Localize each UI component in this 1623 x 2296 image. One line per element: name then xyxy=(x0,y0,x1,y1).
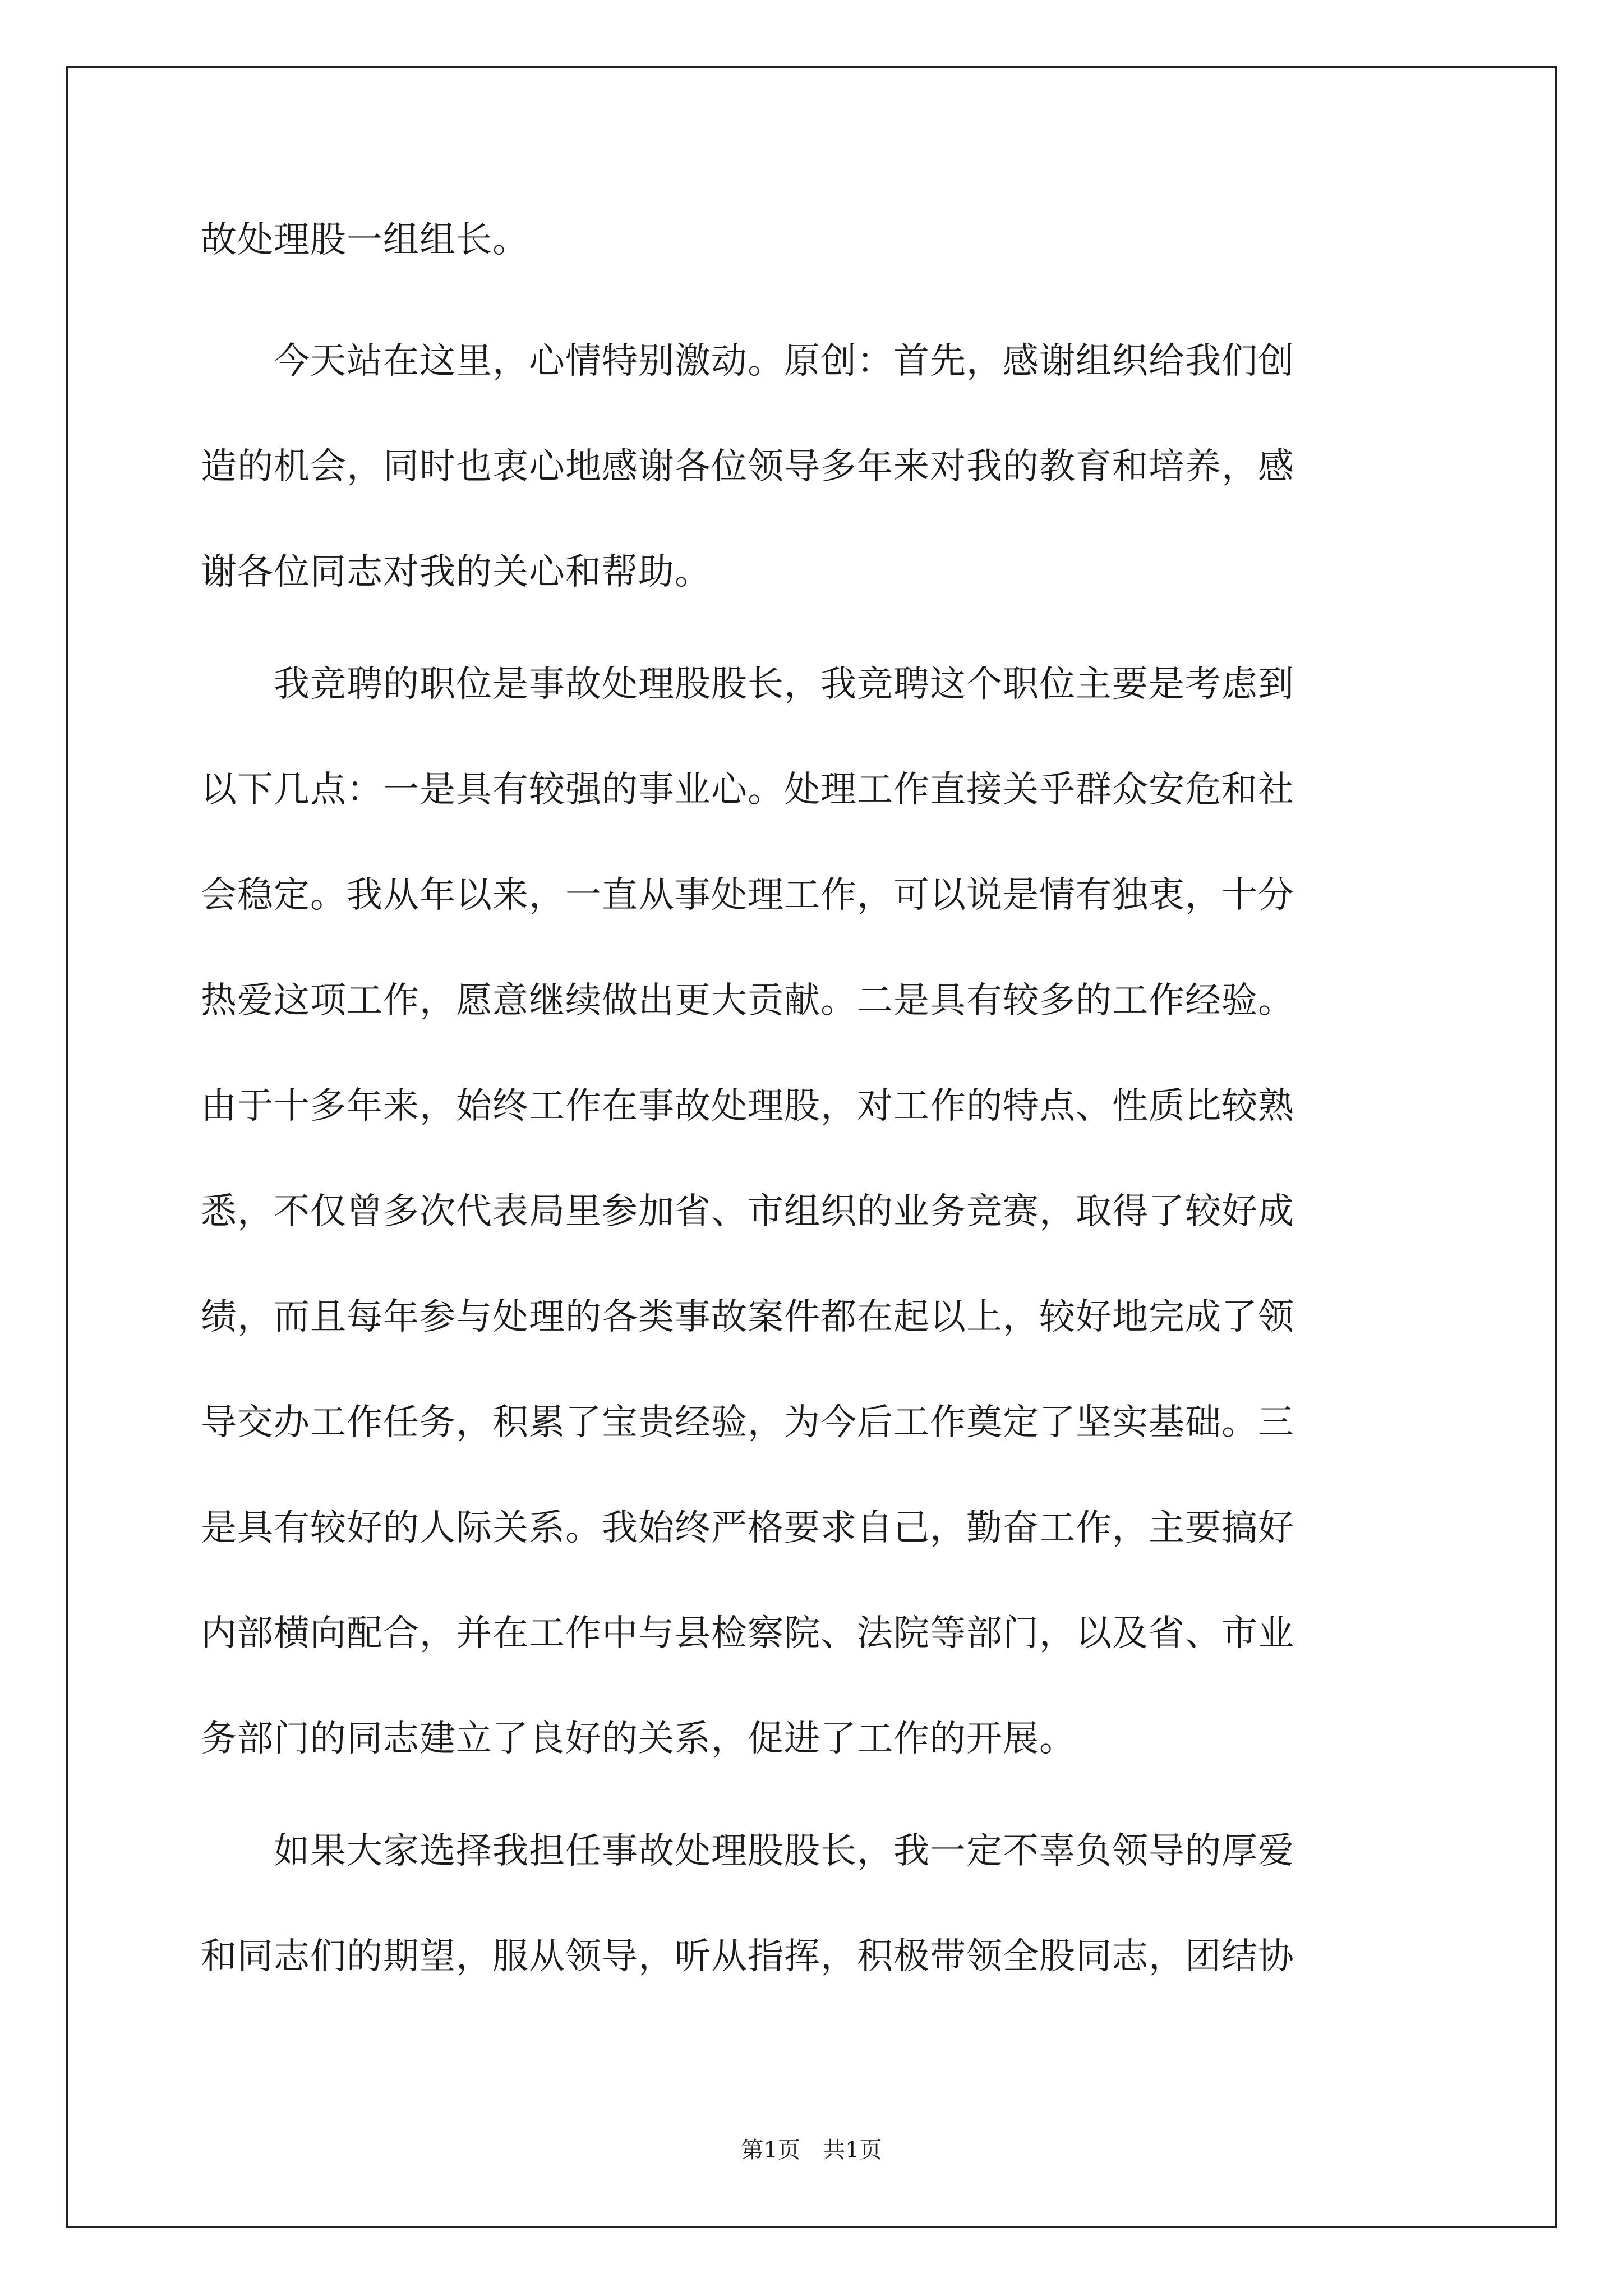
text-line: 我竞聘的职位是事故处理股股长，我竞聘这个职位主要是考虑到 xyxy=(201,664,1294,705)
text-line: 以下几点：一是具有较强的事业心。处理工作直接关乎群众安危和社 xyxy=(201,769,1294,811)
text-line: 悉，不仅曾多次代表局里参加省、市组织的业务竞赛，取得了较好成 xyxy=(201,1191,1294,1232)
text-line: 和同志们的期望，服从领导，听从指挥，积极带领全股同志，团结协 xyxy=(201,1936,1294,1977)
text-line: 今天站在这里，心情特别激动。原创：首先，感谢组织给我们创 xyxy=(201,341,1294,382)
page-border xyxy=(66,66,1557,2228)
page-number-footer: 第1页 共1页 xyxy=(741,2137,882,2163)
text-line: 如果大家选择我担任事故处理股股长，我一定不辜负领导的厚爱 xyxy=(201,1830,1294,1872)
text-line: 务部门的同志建立了良好的关系，促进了工作的开展。 xyxy=(201,1718,1076,1760)
text-line: 造的机会，同时也衷心地感谢各位领导多年来对我的教育和培养，感 xyxy=(201,446,1294,487)
text-line: 导交办工作任务，积累了宝贵经验，为今后工作奠定了坚实基础。三 xyxy=(201,1402,1294,1443)
text-line: 由于十多年来，始终工作在事故处理股，对工作的特点、性质比较熟 xyxy=(201,1085,1294,1127)
text-line: 谢各位同志对我的关心和帮助。 xyxy=(201,551,711,593)
text-line: 是具有较好的人际关系。我始终严格要求自己，勤奋工作，主要搞好 xyxy=(201,1507,1294,1549)
text-line: 会稳定。我从年以来，一直从事处理工作，可以说是情有独衷，十分 xyxy=(201,875,1294,916)
text-line: 绩，而且每年参与处理的各类事故案件都在起以上，较好地完成了领 xyxy=(201,1296,1294,1338)
text-line: 热爱这项工作，愿意继续做出更大贡献。二是具有较多的工作经验。 xyxy=(201,980,1294,1022)
text-line: 内部横向配合，并在工作中与县检察院、法院等部门，以及省、市业 xyxy=(201,1613,1294,1654)
text-line: 故处理股一组组长。 xyxy=(201,219,529,261)
